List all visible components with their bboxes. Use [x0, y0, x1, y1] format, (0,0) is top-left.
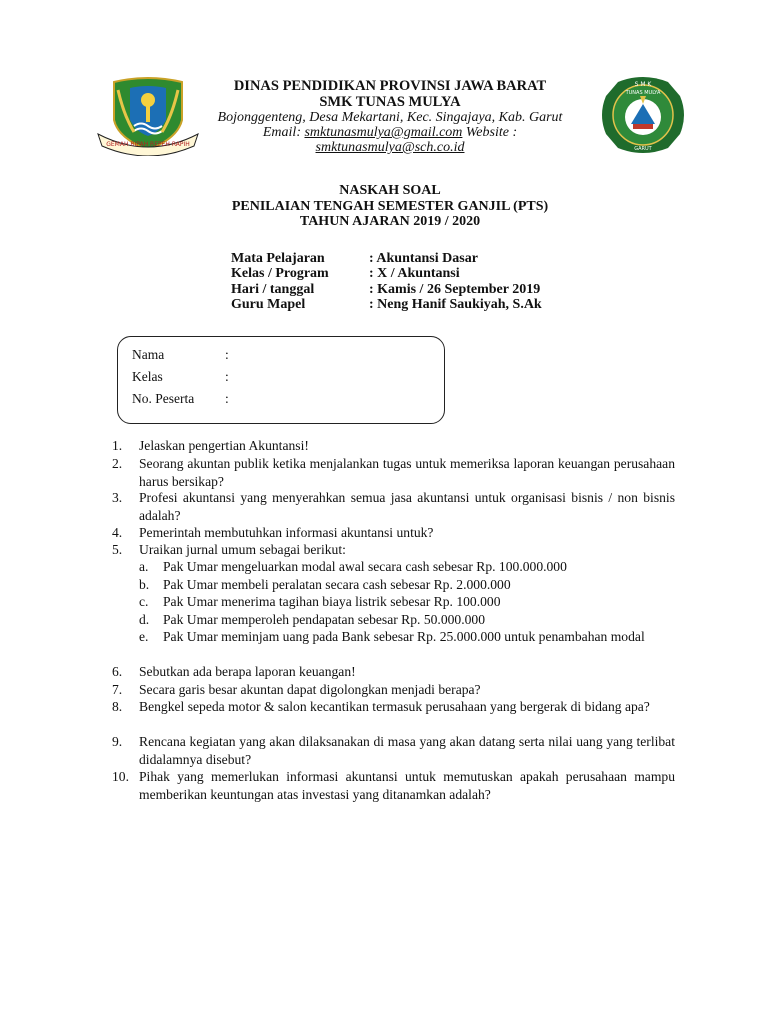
- info-label: Hari / tanggal: [231, 282, 315, 297]
- question-number: 6.: [112, 664, 123, 679]
- question-item: [112, 437, 675, 455]
- right-logo-bottom-text: GARUT: [634, 146, 652, 152]
- question-item: [112, 455, 675, 490]
- identity-name-field[interactable]: [132, 347, 229, 363]
- journal-sub-item: [139, 611, 675, 629]
- question-number: 3.: [112, 490, 123, 505]
- info-row-subject: [231, 251, 478, 267]
- journal-sub-item: [139, 593, 675, 611]
- right-logo-top-text: S M K: [634, 81, 652, 88]
- question-number: 9.: [112, 734, 123, 749]
- sub-item-text: Pak Umar membeli peralatan secara cash sebesar Rp. 2.000.000: [163, 577, 511, 592]
- email-label: Email:: [262, 125, 305, 140]
- question-item: [112, 489, 675, 524]
- website-link[interactable]: smktunasmulya@sch.co.id: [315, 140, 465, 155]
- question-text: Uraikan jurnal umum sebagai berikut:: [139, 542, 346, 557]
- question-number: 10.: [112, 769, 129, 784]
- question-number: 2.: [112, 456, 123, 471]
- question-text: Seorang akuntan publik ketika menjalankan tugas untuk memeriksa laporan keuangan perusahaan harus bersikap?: [139, 456, 675, 489]
- school-name: SMK TUNAS MULYA: [319, 94, 461, 110]
- info-row-date: [231, 282, 540, 298]
- question-text: Secara garis besar akuntan dapat digolongkan menjadi berapa?: [139, 682, 481, 697]
- sub-item-letter: d.: [139, 612, 150, 627]
- question-text: Sebutkan ada berapa laporan keuangan!: [139, 664, 356, 679]
- info-row-class: [231, 266, 460, 282]
- smk-tunas-mulya-logo: [598, 74, 688, 156]
- question-item: [112, 663, 675, 681]
- sub-item-text: Pak Umar mengeluarkan modal awal secara cash sebesar Rp. 100.000.000: [163, 559, 567, 574]
- info-value: : X / Akuntansi: [369, 266, 460, 281]
- question-text: Pemerintah membutuhkan informasi akuntansi untuk?: [139, 525, 434, 540]
- question-text: Rencana kegiatan yang akan dilaksanakan di masa yang akan datang serta nilai uang yang terlibat didalamnya disebut?: [139, 734, 675, 767]
- journal-sub-item: [139, 628, 675, 646]
- school-address: Bojonggenteng, Desa Mekartani, Kec. Singajaya, Kab. Garut: [217, 110, 563, 125]
- website-label: Website :: [462, 125, 518, 140]
- question-item: [112, 681, 675, 699]
- title-academic-year: TAHUN AJARAN 2019 / 2020: [299, 214, 481, 229]
- identity-number-field[interactable]: [132, 391, 229, 407]
- identity-label: Nama: [132, 347, 165, 362]
- sub-item-letter: e.: [139, 629, 149, 644]
- info-value: : Kamis / 26 September 2019: [369, 282, 541, 297]
- right-logo-ring-text: TUNAS MULYA: [625, 90, 661, 96]
- info-row-teacher: [231, 297, 542, 313]
- sub-item-letter: b.: [139, 577, 150, 592]
- email-link[interactable]: smktunasmulya@gmail.com: [304, 125, 463, 140]
- question-text: Pihak yang memerlukan informasi akuntansi untuk memutuskan apakah perusahaan mampu memberikan keuntungan atas investasi yang ditanamkan adalah?: [139, 769, 675, 802]
- question-item: [112, 768, 675, 803]
- identity-label: No. Peserta: [132, 391, 195, 406]
- contact-line: [180, 125, 600, 141]
- question-number: 1.: [112, 438, 123, 453]
- sub-item-letter: a.: [139, 559, 149, 574]
- agency-name: DINAS PENDIDIKAN PROVINSI JAWA BARAT: [233, 78, 547, 94]
- sub-item-letter: c.: [139, 594, 149, 609]
- sub-item-text: Pak Umar memperoleh pendapatan sebesar Rp. 50.000.000: [163, 612, 486, 627]
- question-text: Jelaskan pengertian Akuntansi!: [139, 438, 309, 453]
- sub-item-text: Pak Umar menerima tagihan biaya listrik sebesar Rp. 100.000: [163, 594, 501, 609]
- question-number: 7.: [112, 682, 123, 697]
- left-logo-motto: GEMAH RIPAH REPEH RAPIH: [106, 141, 190, 148]
- question-number: 8.: [112, 699, 123, 714]
- identity-label: Kelas: [132, 369, 163, 384]
- question-text: Bengkel sepeda motor & salon kecantikan termasuk perusahaan yang bergerak di bidang apa?: [139, 699, 650, 714]
- title-assessment: PENILAIAN TENGAH SEMESTER GANJIL (PTS): [231, 199, 549, 214]
- question-item: [112, 698, 675, 716]
- question-text: Profesi akuntansi yang menyerahkan semua jasa akuntansi untuk organisasi bisnis / non bisnis adalah?: [139, 490, 675, 523]
- journal-sub-item: [139, 576, 675, 594]
- sub-item-text: Pak Umar meminjam uang pada Bank sebesar Rp. 25.000.000 untuk penambahan modal: [163, 629, 645, 644]
- question-number: 4.: [112, 525, 123, 540]
- identity-class-field[interactable]: [132, 369, 229, 385]
- identity-colon: :: [225, 391, 229, 406]
- identity-colon: :: [225, 347, 229, 362]
- info-label: Kelas / Program: [231, 266, 329, 281]
- info-value: : Neng Hanif Saukiyah, S.Ak: [369, 297, 542, 312]
- question-number: 5.: [112, 542, 123, 557]
- info-value: : Akuntansi Dasar: [369, 251, 478, 266]
- info-label: Guru Mapel: [231, 297, 306, 312]
- question-item: [112, 733, 675, 768]
- question-item: [112, 524, 675, 542]
- question-item: [112, 541, 675, 559]
- info-label: Mata Pelajaran: [231, 251, 325, 266]
- identity-colon: :: [225, 369, 229, 384]
- journal-sub-item: [139, 558, 675, 576]
- title-naskah-soal: NASKAH SOAL: [339, 183, 441, 198]
- student-identity-box: [117, 336, 445, 424]
